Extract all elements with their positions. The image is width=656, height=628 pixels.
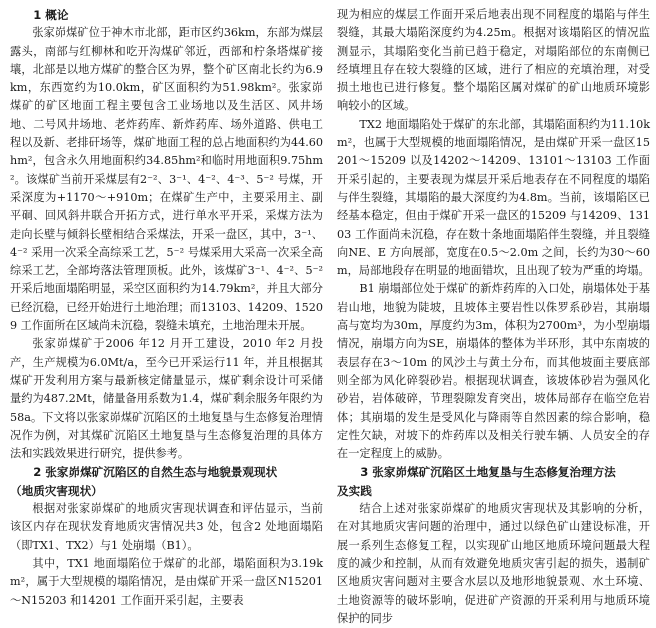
section-heading: （地质灾害现状） xyxy=(10,483,103,498)
body-paragraph: 其中，TX1 地面塌陷位于煤矿的北部，塌陷面积为3.19km²，属于大型规模的塌陷情况，是由煤矿开采一盘区N15201～N15203 和14201 工作面开采引起，主要表 xyxy=(10,556,323,607)
body-paragraph: TX2 地面塌陷处于煤矿的东北部，其塌陷面积约为11.10km²，也属于大型规模的地面塌陷情况，是由煤矿开采一盘区15201～15209 以及14202～14209、13101～13103 工作面开采引起的，主要表现为煤层开采后地表存在不同程度的塌陷与伴生裂缝，其塌陷的最大深度约为4.8m。当前，该塌陷区已经基本稳定，但由于煤矿开采一盘区的15209 与14209、13103 工作面尚未沉稳，存在数十条地面塌陷伴生裂缝，并且裂缝向NE、E 方向展部，宽度在0.5～2.0m 之间，长约为30～60m，局部地段存在明显的地面错坎，且出现了较为严重的垮塌。 xyxy=(337,117,650,278)
section-heading: 2 张家峁煤矿沉陷区的自然生态与地貌景观现状 xyxy=(33,465,278,480)
section-heading: 1 概论 xyxy=(33,8,69,22)
body-paragraph: 结合上述对张家峁煤矿的地质灾害现状及其影响的分析，在对其地质灾害问题的治理中，通过以绿色矿山建设标准，开展一系列生态修复工程，以实现矿山地区地质环境问题最大程度的减少和控制，从而有效避免地质灾害引起的损失，遏制矿区地质灾害问题对主要含水层以及地形地貌景观、水土环境、土地资源等的破坏影响，促进矿产资源的开采利用与地质环境保护的同步 xyxy=(337,502,650,625)
body-paragraph: 张家峁煤矿位于神木市北部，距市区约36km，东部为煤层露头，南部与红柳林和吃开沟煤矿邻近，西部和柠条塔煤矿接壤，北部是以地方煤矿的整合区为界，整个矿区南北长约为6.9km，东西宽约为10.0km，矿区面积约为51.98km²。张家峁煤矿的矿区地面工程主要包含工业场地以及生活区、风井场地、二号风井场地、老炸药库、新炸药库、场外道路、供电工程以及新、老排矸场等，煤矿地面工程的总占地面积约为44.60hm²，包含永久用地面积约34.85hm²和临时用地面积9.75hm²。该煤矿当前开采煤层有2⁻²、3⁻¹、4⁻²、4⁻³、5⁻² 号煤，开采深度为+1170～+910m；在煤矿生产中，主要采用主、副平硐、回风斜井联合开拓方式，进行单水平开采，采煤方法为走向长壁与倾斜长壁相结合采煤法，开采一盘区，其中，3⁻¹、4⁻² 采用一次采全高综采工艺，5⁻² 号煤采用大采高一次采全高综采工艺，全部垮落法管理顶板。此外，该煤矿3⁻¹、4⁻²、5⁻² 开采后地面塌陷明显，采空区面积约为14.79km²，并且大部分已经沉稳，已经开始进行土地治理；而13103、14209、15209 工作面所在区域尚未沉稳，裂缝未填充，土地治理未开展。 xyxy=(10,26,323,333)
section-heading: 3 张家峁煤矿沉陷区土地复垦与生态修复治理方法 xyxy=(360,465,616,480)
right-column xyxy=(337,6,650,625)
section-heading: 及实践 xyxy=(337,483,372,498)
left-column xyxy=(10,6,323,614)
body-paragraph: 根据对张家峁煤矿的地质灾害现状调查和评估显示，当前该区内存在现状发育地质灾害情况共3 处，包含2 处地面塌陷（即TX1、TX2）与1 处崩塌（B1）。 xyxy=(10,502,323,552)
body-paragraph: 张家峁煤矿于2006 年12 月开工建设，2010 年2 月投产，生产规模为6.0Mt/a，至今已开采运行11 年，并且根据其煤矿开发利用方案与最新核定储量显示，煤矿剩余设计可采储量约为487.2Mt，储量备用系数为1.4，煤矿剩余服务年限约为58a。下文将以张家峁煤矿沉陷区的土地复垦与生态修复治理情况作为例，对其煤矿沉陷区土地复垦与生态修复治理的具体方法和实践效果进行研究，提供参考。 xyxy=(10,337,323,461)
body-paragraph: 现为相应的煤层工作面开采后地表出现不同程度的塌陷与伴生裂缝，其最大塌陷深度约为4.25m。根据对该塌陷区的情况监测显示，其塌陷变化当前已趋于稳定，对塌陷部位的东南侧已经填埋且存在较大裂缝的区域，进行了相应的充填治理，对受损土地也已进行修复。整个塌陷区属对煤矿的矿山地质环境影响较小的区域。 xyxy=(337,8,650,113)
body-paragraph: B1 崩塌部位处于煤矿的新炸药库的入口处，崩塌体处于基岩山地，地貌为陡坡，且坡体主要岩性以侏罗系砂岩，其崩塌高与宽均为30m，厚度约为3m，体积为2700m³，为小型崩塌情况，崩塌方向为SE，崩塌体的整体为半环形，其中东南坡的表层存在3～10m 的风沙土与黄土分布，而其他坡面主要底部则全部为风化碎裂砂岩。根据现状调查，该坡体砂岩为强风化砂岩，岩体破碎，节理裂隙发育突出，坡体局部存在临空危岩体；其崩塌的发生是受风化与降雨等自然因素的综合影响，稳定性欠缺，对坡下的炸药库以及相关行驶车辆、人员安全的存在一定程度上的威胁。 xyxy=(337,282,650,461)
